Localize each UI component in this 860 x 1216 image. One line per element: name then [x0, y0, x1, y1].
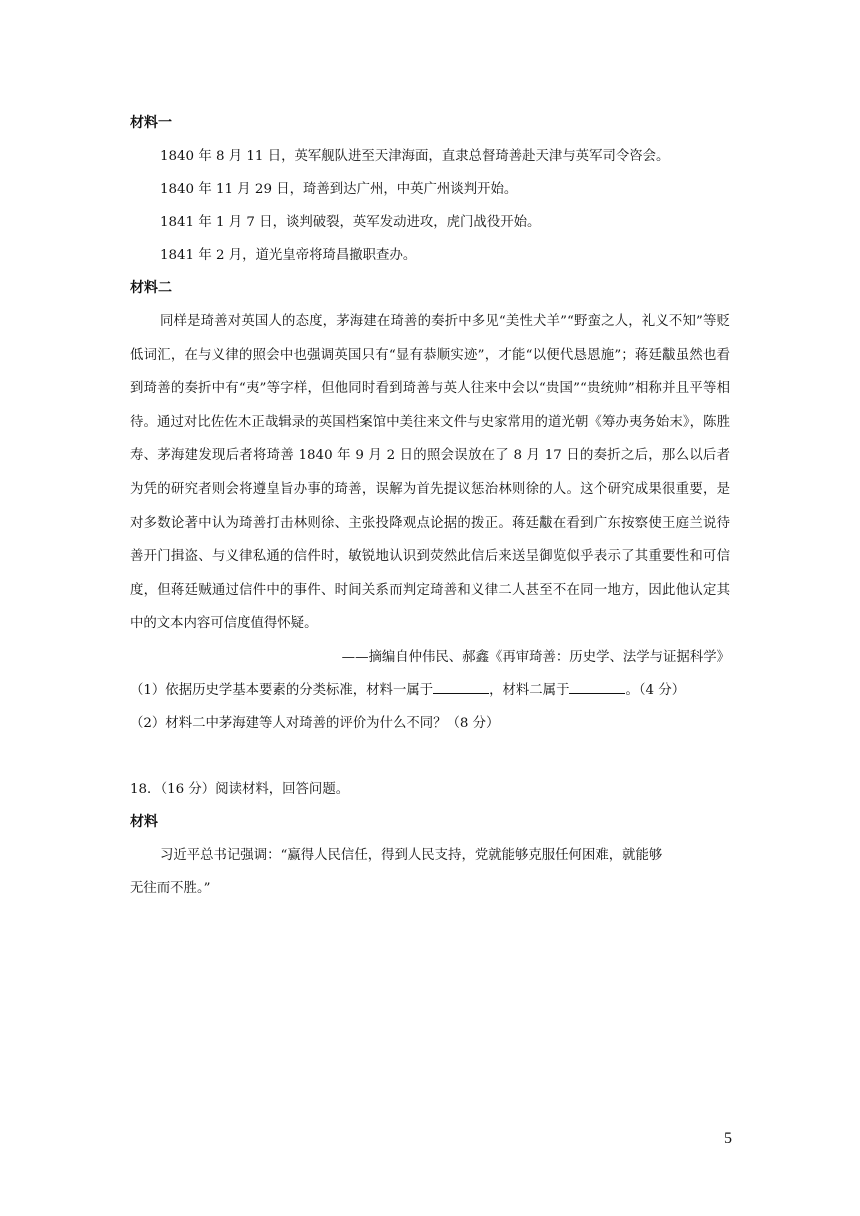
material-two-source: ——摘编自仲伟民、郝鑫《再审琦善：历史学、法学与证据科学》 — [341, 649, 730, 665]
material-one-heading: 材料一 — [130, 115, 172, 131]
section-gap — [130, 740, 730, 773]
answer-blank-2[interactable] — [569, 679, 625, 694]
question-2: （2）材料二中茅海建等人对琦善的评价为什么不同？（8 分） — [130, 715, 500, 731]
material-two-heading: 材料二 — [130, 280, 172, 296]
question-18-quote-line-1: 习近平总书记强调：“赢得人民信任，得到人民支持，党就能够克服任何困难，就能够 — [160, 847, 663, 863]
material-one-line-4: 1841 年 2 月，道光皇帝将琦昌撤职查办。 — [160, 248, 417, 263]
material-one-line-2: 1840 年 11 月 29 日，琦善到达广州，中英广州谈判开始。 — [160, 182, 518, 197]
page-number: 5 — [724, 1130, 732, 1147]
material-one-line-1: 1840 年 8 月 11 日，英军舰队进至天津海面，直隶总督琦善赴天津与英军司令咨会。 — [160, 149, 670, 164]
answer-blank-1[interactable] — [433, 679, 489, 694]
question-1-part-b: ，材料二属于 — [489, 682, 570, 698]
question-1-part-a: （1）依据历史学基本要素的分类标准，材料一属于 — [130, 682, 434, 698]
question-18-material-heading: 材料 — [130, 813, 158, 830]
material-one-line-3: 1841 年 1 月 7 日，谈判破裂，英军发动进攻，虎门战役开始。 — [160, 215, 541, 230]
question-18-quote-line-2: 无往而不胜。” — [130, 880, 211, 896]
document-body — [130, 107, 730, 905]
question-1-part-c: 。（4 分） — [625, 682, 686, 698]
question-18-title: 18．（16 分）阅读材料，回答问题。 — [130, 781, 350, 797]
question-1 — [130, 674, 730, 707]
material-two-paragraph: 同样是琦善对英国人的态度，茅海建在琦善的奏折中多见“美性犬羊”“野蛮之人，礼义不知”等贬低词汇，在与义律的照会中也强调英国只有“显有恭顺实迹”，才能“以便代恳恩施”；蒋廷黻虽然也看到琦善的奏折中有“夷”等字样，但他同时看到琦善与英人往来中会以“贵国”“贵统帅”相称并且平等相待。通过对比佐佐木正哉辑录的英国档案馆中美往来文件与史家常用的道光朝《筹办夷务始末》，陈胜寿、茅海建发现后者将琦善 1840 年 9 月 2 日的照会误放在了 8 月 17 日的奏折之后，那么以后者为凭的研究者则会将遵皇旨办事的琦善，误解为首先提议惩治林则徐的人。这个研究成果很重要，是对多数论著中认为琦善打击林则徐、主张投降观点论据的拨正。蒋廷黻在看到广东按察使王庭兰说待善开门揖盗、与义律私通的信件时，敏锐地认识到荧然此信后来送呈御览似乎表示了其重要性和可信度，但蒋廷贼通过信件中的事件、时间关系而判定琦善和义律二人甚至不在同一地方，因此他认定其中的文本内容可信度值得怀疑。 — [130, 314, 730, 632]
